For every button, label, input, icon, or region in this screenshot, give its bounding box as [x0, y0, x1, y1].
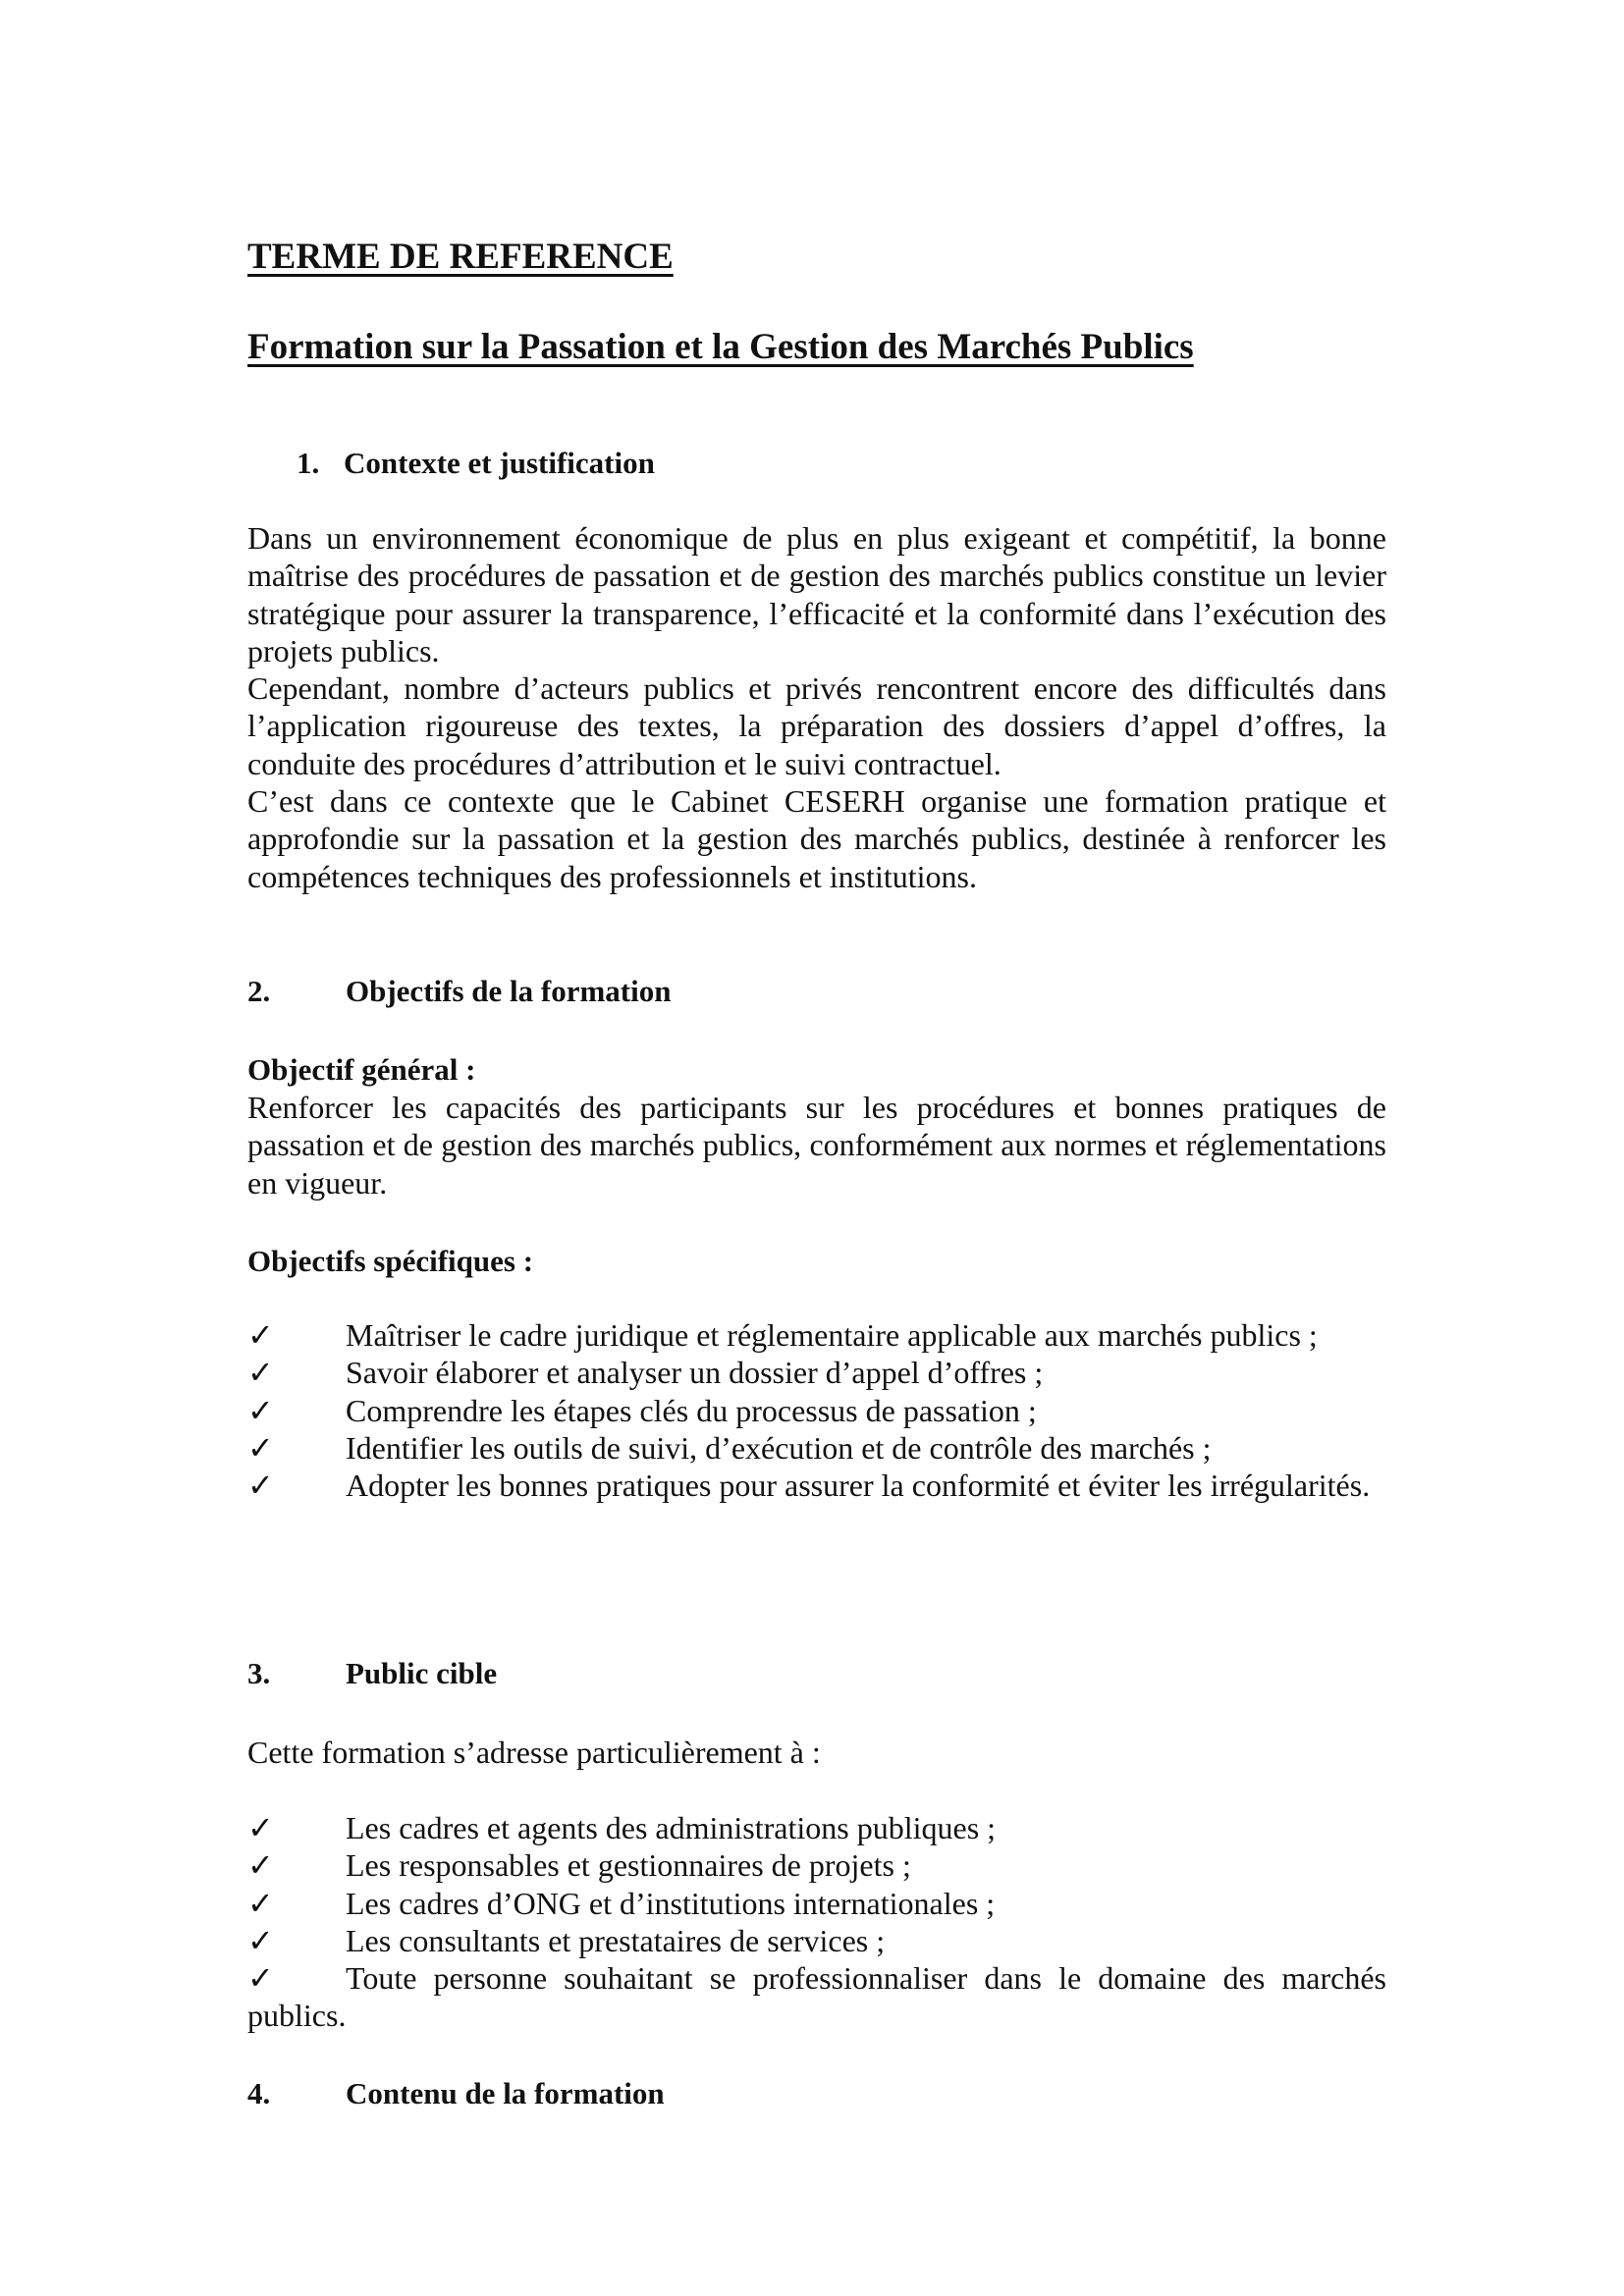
check-icon: ✓: [247, 1429, 274, 1466]
check-icon: ✓: [247, 1960, 274, 1997]
section-2-heading: [247, 973, 1386, 1010]
check-icon: ✓: [247, 1922, 274, 1958]
check-icon: ✓: [247, 1810, 274, 1845]
target-audience-intro: Cette formation s’adresse particulièrement à :: [247, 1735, 821, 1770]
target-audience-list: [247, 1809, 1386, 2035]
section-number: 1.: [297, 446, 320, 480]
paragraph: Dans un environnement économique de plus en plus exigeant et compétitif, la bonne maîtrise des procédures de passation et de gestion des marchés publics constitue un levier stratégique pour assurer la transparence, l’efficacité et la conformité dans l’exécution des projets publics.: [247, 520, 1386, 668]
list-item: ✓ Identifier les outils de suivi, d’exécution et de contrôle des marchés ;: [247, 1429, 1212, 1466]
list-item: ✓ Comprendre les étapes clés du processus de passation ;: [247, 1392, 1037, 1428]
check-icon: ✓: [247, 1317, 274, 1353]
section-title: Contexte et justification: [344, 446, 655, 480]
paragraph: C’est dans ce contexte que le Cabinet CESERH organise une formation pratique et approfondie sur la passation et la gestion des marchés publics, destinée à renforcer les compétences techniques des professionnels et institutions.: [247, 783, 1386, 894]
check-icon: ✓: [247, 1355, 274, 1391]
section-4-heading: [247, 2075, 1386, 2112]
check-icon: ✓: [247, 1468, 274, 1504]
check-icon: ✓: [247, 1885, 274, 1921]
section-title: Public cible: [346, 1656, 498, 1690]
general-objective-text: Renforcer les capacités des participants sur les procédures et bonnes pratiques de passation et de gestion des marchés publics, conformément aux normes et réglementations en vigueur.: [247, 1090, 1386, 1201]
list-item: ✓ Les cadres et agents des administrations publiques ;: [247, 1810, 997, 1845]
section-number: 4.: [247, 2076, 271, 2110]
general-objective-label: Objectif général :: [247, 1052, 476, 1087]
check-icon: ✓: [247, 1847, 274, 1884]
document-subtitle: Formation sur la Passation et la Gestion des Marchés Publics: [247, 327, 1194, 367]
paragraph: Cependant, nombre d’acteurs publics et privés rencontrent encore des difficultés dans l’application rigoureuse des textes, la préparation des dossiers d’appel d’offres, la conduite des procédures d’attribution et le suivi contractuel.: [247, 670, 1386, 781]
list-item: ✓ Adopter les bonnes pratiques pour assurer la conformité et éviter les irrégularités.: [247, 1468, 1371, 1504]
section-number: 3.: [247, 1656, 271, 1690]
list-item: ✓ Les cadres d’ONG et d’institutions internationales ;: [247, 1885, 996, 1921]
section-1-heading: [247, 445, 1386, 482]
section-title: Objectifs de la formation: [346, 974, 672, 1008]
list-item: ✓ Maîtriser le cadre juridique et réglementaire applicable aux marchés publics ;: [247, 1317, 1318, 1353]
list-item: ✓ Les consultants et prestataires de services ;: [247, 1922, 886, 1958]
list-item: ✓ Les responsables et gestionnaires de projets ;: [247, 1847, 911, 1884]
check-icon: ✓: [247, 1392, 274, 1428]
list-item: ✓ Savoir élaborer et analyser un dossier d’appel d’offres ;: [247, 1355, 1044, 1391]
list-item: ✓ Toute personne souhaitant se professionnaliser dans le domaine des marchés publics.: [247, 1960, 1386, 2034]
section-number: 2.: [247, 974, 271, 1008]
document-title: TERME DE REFERENCE: [247, 237, 674, 277]
specific-objectives-list: [247, 1316, 1386, 1504]
specific-objectives-label: Objectifs spécifiques :: [247, 1244, 534, 1278]
section-title: Contenu de la formation: [346, 2076, 665, 2110]
section-3-heading: [247, 1655, 1386, 1692]
section-1-body: [247, 519, 1386, 895]
